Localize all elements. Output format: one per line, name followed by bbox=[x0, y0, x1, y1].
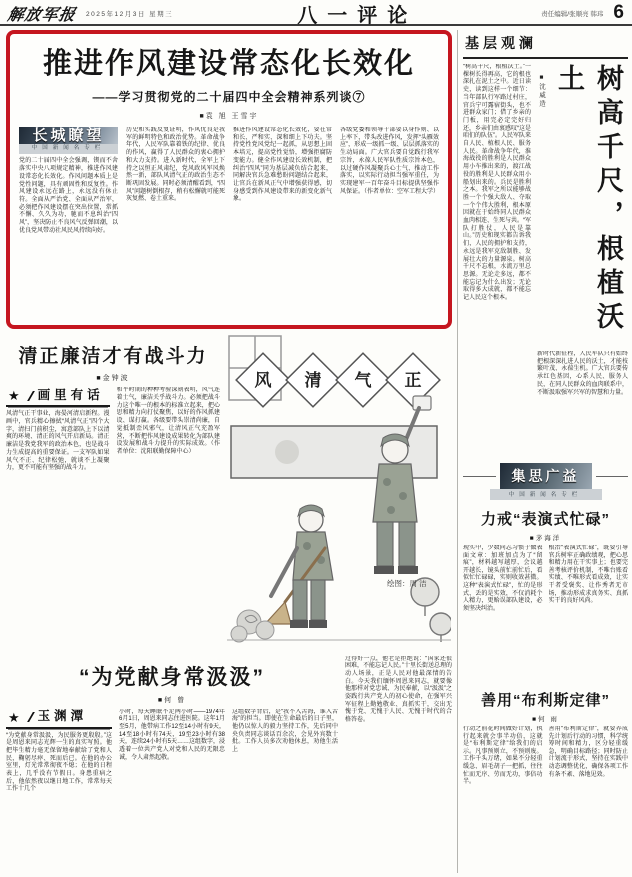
huali-article-author: ■金钟波 bbox=[96, 375, 130, 383]
jisi-article-2-title: 善用“布利斯定律” bbox=[480, 692, 610, 709]
jiceng-column-below: 新时代新征程，人民军队只有始终把根深深扎进人民的沃土，才能枝繁叶茂、永葆生机。广大官兵要传承红色基因，心系人民、服务人民，在同人民群众的血肉联系中，不断汲取强军兴军的智慧和力量。 bbox=[537, 351, 628, 396]
jisi-article-2-column-2: 善用“布利斯定律”，就要养成先计划后行动的习惯，科学统筹时间和精力，区分轻重缓急，明确目标路径；同时防止计划流于形式，坚持在实践中动态调整优化，确保各项工作有条不紊、落地见效。 bbox=[548, 726, 628, 778]
jisi-article-1-author: ■茅海洋 bbox=[529, 535, 562, 542]
yuyuantan-article-author: ■何 曾 bbox=[157, 696, 187, 704]
lead-article-column-3: 推进作风建设常态化长效化，要在常和长、严和实、深和细上下功夫。坚持党性党风党纪一起抓，从思想上固本培元，提高党性觉悟，增强拒腐防变能力。健全作风建设长效机制，把纠治“四风”同为基层减负结合起来，同解决官兵急难愁盼问题结合起来，让官兵在新风正气中增强获得感，切身感受到作风建设带来的新变化新气象。 bbox=[233, 127, 332, 203]
slash-icon bbox=[21, 712, 35, 722]
cartoon-svg bbox=[227, 334, 451, 648]
huali-article-title: 清正廉洁才有战斗力 bbox=[18, 346, 208, 368]
huali-column-2: 和平时期的种种考验深刻表明，风气连着士气，廉洁关乎战斗力。必须把战斗力这个唯一的根本的标准立起来，把心思和精力向打仗聚焦，以好的作风抓建设、谋打赢。各级要带头崇清尚廉，自觉抵制歪风邪气，让清风正气充盈军营，不断把作风建设成果转化为部队建设发展和战斗力提升的实际成效。（作者单位：沈阳联勤保障中心） bbox=[116, 387, 220, 455]
rule-line bbox=[596, 476, 629, 477]
lead-article-column-4: 各级党委和领导干部要以身作则、以上率下，带头改进作风，发挥“头雁效应”，形成一级抓一级、层层抓落实的生动局面。广大官兵要自觉践行我军宗旨，永葆人民军队性质宗旨本色，以过硬作风凝聚兵心士气、推动工作落实，以实际行动担当强军重任，为实现建军一百年奋斗目标提供坚强作风保证。（作者单位：空军工程大学） bbox=[340, 127, 439, 195]
jiceng-section bbox=[463, 30, 628, 456]
jisi-article-1-column-1: 现实中，少数同志习惯于做表面文章：加班加点为了“留痕”，材料越写越厚，会议越开越长，镜头前忙前忙后，看似忙忙碌碌，实则收效甚微。这种“表演式忙碌”，忙的是形式、丢的是实效，不仅消耗个人精力，更贻误部队建设，必须坚决纠治。 bbox=[463, 545, 543, 612]
right-column bbox=[457, 30, 628, 873]
yuyuantan-column-3: 这组数字背后，是“我不入苦海，谁入苦海”的担当。即使在生命最后的日子里，他仍以惊人的毅力坚持工作，先后同中央负责同志谈话百余次，会见外宾数十批。工作人员多次劝他休息，劝他生活上 bbox=[232, 708, 338, 754]
lead-article-column-1 bbox=[19, 127, 118, 329]
yuyuantan-badge bbox=[6, 709, 112, 729]
huali-column-1 bbox=[6, 387, 110, 641]
huali-article bbox=[6, 334, 220, 651]
greatwall-badge bbox=[19, 127, 118, 154]
editors-credit: 责任编辑/张顺亮 韩玮 bbox=[541, 10, 604, 18]
soldier-wiping bbox=[373, 396, 431, 574]
yuyuantan-badge-label: 玉渊潭 bbox=[37, 709, 88, 724]
left-column bbox=[6, 30, 452, 873]
lead-article-title: 推进作风建设常态化长效化 bbox=[42, 48, 415, 80]
soldier-sweeping bbox=[265, 505, 333, 628]
jisi-badge-subtitle: 中国新闻名专栏 bbox=[490, 489, 602, 500]
lead-article-subtitle: ——学习贯彻党的二十届四中全会精神系列谈⑦ bbox=[92, 90, 366, 104]
lead-article-body bbox=[19, 127, 439, 329]
huali-column-text: 风清气正干事业，海晏河清启新程。漫画中，官兵精心擦拭“风清气正”四个大字，清扫门前积尘，寓意部队上下以清爽的环境、清正的风气开启新局。清正廉洁是我党我军的政治本色，也是战斗力生成提高的重要保证。一支军队如果风气不正、纪律松弛，就谈不上凝聚力，更不可能有坚强的战斗力。 bbox=[6, 411, 110, 472]
dust-cloud bbox=[231, 610, 274, 642]
lead-article-column-2: 历史和实践反复证明，作风优良是我军的鲜明特色和政治优势。革命战争年代，人民军队靠着铁的纪律、优良的作风，赢得了人民群众的衷心拥护和大力支持。进入新时代，全军上下持之以恒正风肃纪，党风政风军风焕然一新，部队风清气正的政治生态不断巩固发展。同时必须清醒看到，“四风”问题树倒根存，稍有松懈就可能死灰复燃、卷土重来。 bbox=[126, 127, 225, 203]
jisi-article-2-author: ■何 雨 bbox=[532, 716, 559, 723]
jisi-article-1-column-2: 根治“表演式忙碌”，既要引导官兵树牢正确政绩观，把心思和精力用在干实事上；也要完善考核评价机制，不唯台账看实绩、不唯形式看成效，让实干者受褒奖、让作秀者无市场，推动形成求真务实、真抓实干的良好风尚。 bbox=[548, 545, 628, 605]
lead-article bbox=[6, 30, 452, 329]
greatwall-badge-subtitle: 中国新闻名专栏 bbox=[19, 144, 118, 155]
huali-badge-label: 画里有话 bbox=[37, 387, 104, 402]
placard-char: 风 bbox=[254, 371, 272, 391]
yuyuantan-article-title: “为党献身常汲汲” bbox=[79, 665, 265, 689]
jisi-badge-bar bbox=[463, 463, 628, 489]
newspaper-masthead: 解放军报 bbox=[6, 4, 78, 24]
jisi-article-1-title: 力戒“表演式忙碌” bbox=[480, 511, 610, 528]
yuyuantan-column-4: 过得好一点，他老是拒绝说：“国家还很困难，不能忘记人民。”十里长街送总理的动人场景，正是人民对他最深情的告白。今天我们缅怀周恩来同志，就要像他那样对党忠诚、为民奉献，以“汲汲”之姿践行共产党人的初心使命，在强军兴军征程上勤勉敬业、真抓实干，交出无愧于党、无愧于人民、无愧于时代的合格答卷。 bbox=[345, 655, 452, 724]
jiceng-badge: 基层观澜 bbox=[463, 30, 628, 59]
yuyuantan-section bbox=[6, 656, 452, 873]
jiceng-column-main: “树高千尺，根植沃土。”一棵树长得再高，它的根也深扎在泥土之中。近日读史，读到这样一个细节：当年部队行军路过村庄，官兵宁可露宿街头，也不进群众家门；借了乡亲的门板，用完必定完好归还，乡亲们由衷感叹“这是咱们的队伍”。人民军队来自人民、植根人民、服务人民。革命战争年代，淮海战役的胜利是人民群众用小车推出来的，渡江战役的胜利是人民群众用小船划出来的。兵民是胜利之本。我军之所以能够战胜一个个强大敌人、夺取一个个伟大胜利，根本原因就在于始终同人民群众血肉相连、生死与共。“军队打胜仗，人民是靠山。”历史和现实都告诉我们，人民的拥护和支持，永远是我军克敌制胜、发展壮大的力量源泉。树高千尺不忘根，水流万里总思源。无论走多远，都不能忘记为什么出发；无论取得多大成就，都不能忘记人民这个根本。 bbox=[463, 64, 531, 302]
jisi-article-2 bbox=[463, 689, 628, 873]
jiceng-article-title: 树高千尺，根植沃土 bbox=[554, 64, 623, 336]
star-icon: ★ bbox=[8, 388, 20, 404]
lead-column-text: 党的二十届四中全会强调，锲而不舍落实中央八项规定精神，推进作风建设常态化长效化。作风问题本质上是党性问题，具有顽固性和反复性。作风建设永远在路上，永远没有休止符。全面从严治党、全面从严治军，必须把作风建设摆在突出位置，常抓不懈、久久为功，驰而不息纠治“四风”，坚决防止不良风气反弹回潮，以优良党风带动社风民风持续向好。 bbox=[19, 158, 118, 234]
placard-char: 清 bbox=[304, 371, 322, 391]
huali-badge bbox=[6, 387, 110, 407]
smudge bbox=[275, 440, 299, 464]
slash-icon bbox=[21, 391, 35, 401]
placards bbox=[236, 353, 440, 407]
jiceng-article-author: ■沈威造 bbox=[538, 74, 545, 109]
placard-char: 正 bbox=[404, 371, 422, 391]
jisi-badge-title: 集思广益 bbox=[500, 463, 592, 489]
cartoon-credit: 绘图：周 洁 bbox=[387, 579, 427, 589]
page-number: 6 bbox=[613, 2, 624, 23]
jisi-article-1 bbox=[463, 508, 628, 681]
rule-line bbox=[463, 476, 496, 477]
yuyuantan-column-text: “为党献身常汲汲，为民服务更殷殷。”这是周恩来同志光辉一生的真实写照。他把毕生精力毫无保留地奉献给了党和人民，鞠躬尽瘁、死而后已。在他的办公室里，灯光常常彻夜不熄；在他的日程表上，几乎没有节假日。身患重病之后，他依然夜以继日地工作，常常每天工作十几个 bbox=[6, 732, 112, 793]
section-title: 八一评论 bbox=[297, 4, 418, 27]
yuyuantan-column-2: 小时，每天睡眠不足两小时——1974年6月1日，周恩来同志住进医院。这年1月至5月，他带病工作12至14小时有9天，14至18小时有74天，19至23小时有38天，连续24小时有5天……这组数字，浸透着一位共产党人对党和人民的无限忠诚，令人肃然起敬。 bbox=[119, 708, 225, 761]
greatwall-badge-title: 长城瞭望 bbox=[19, 127, 118, 144]
star-icon: ★ bbox=[8, 709, 20, 725]
placard-char: 气 bbox=[354, 371, 372, 391]
cartoon-illustration bbox=[227, 334, 452, 651]
jisi-article-2-column-1: 行动之前花时间做好计划，执行起来就会事半功倍，这就是“布利斯定律”给我们的启示。凡事预则立，不预则废。工作千头万绪，如果不分轻重缓急、眉毛胡子一把抓，往往忙而无序、劳而无功，事倍功半。 bbox=[463, 726, 543, 786]
huali-section bbox=[6, 334, 452, 651]
yuyuantan-column-1 bbox=[6, 709, 112, 869]
page-header bbox=[0, 0, 632, 26]
jisi-section bbox=[463, 463, 628, 873]
publication-date: 2025年12月3日 星期三 bbox=[86, 10, 174, 18]
lead-article-byline: ■袁 旭 王雪宇 bbox=[199, 113, 259, 120]
page-content bbox=[0, 26, 632, 873]
